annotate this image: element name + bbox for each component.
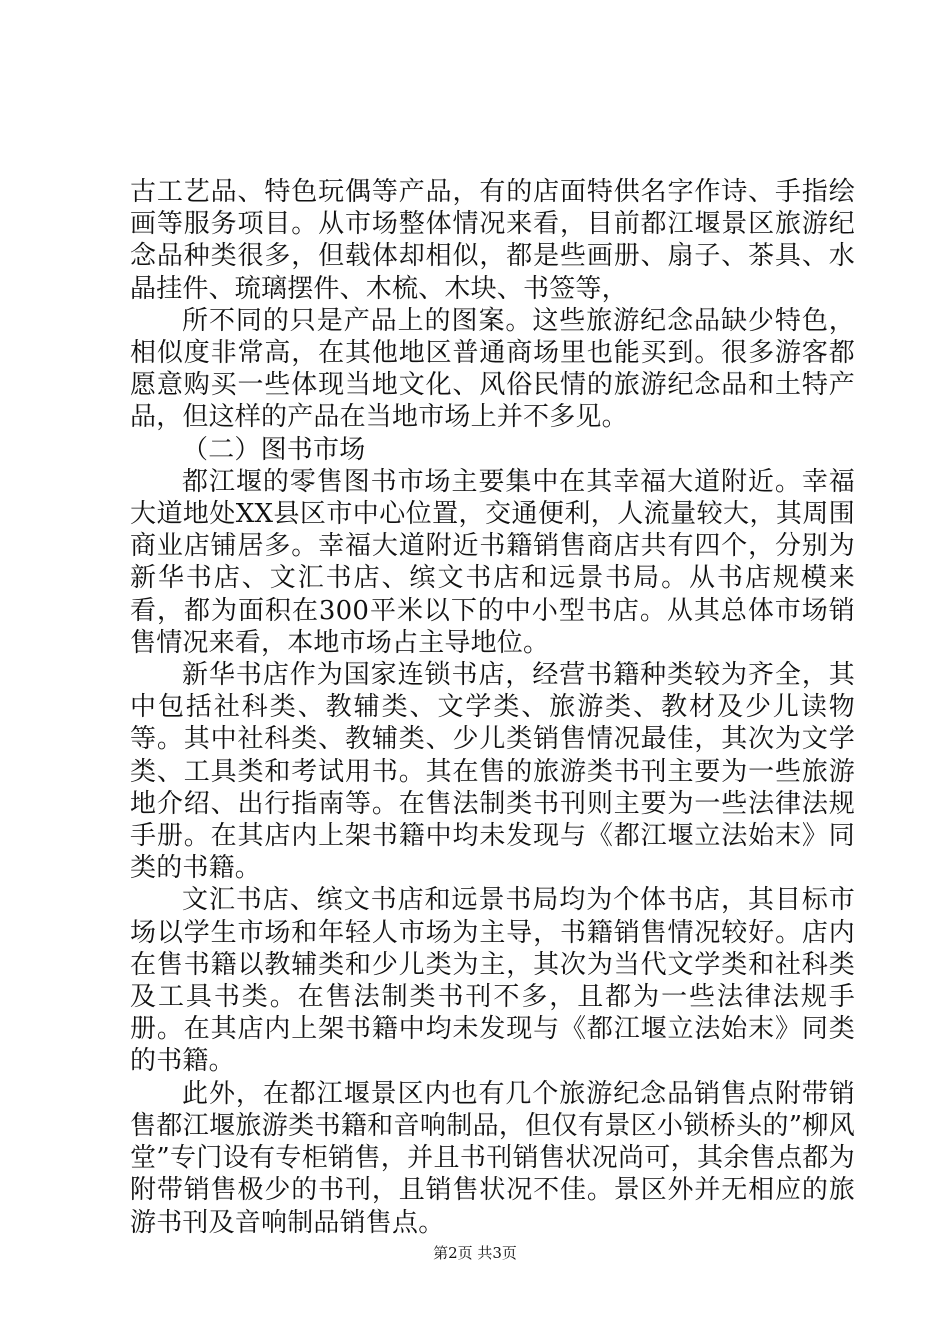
paragraph-continuation: 古工艺品、特色玩偶等产品，有的店面特供名字作诗、手指绘画等服务项目。从市场整体情况来看，目前都江堰景区旅游纪念品种类很多，但载体却相似，都是些画册、扇子、茶具、水晶挂件、琉璃摆件、木梳、木块、书签等， (130, 177, 855, 304)
paragraph: 所不同的只是产品上的图案。这些旅游纪念品缺少特色，相似度非常高，在其他地区普通商场里也能买到。很多游客都愿意购买一些体现当地文化、风俗民情的旅游纪念品和土特产品，但这样的产品在当地市场上并不多见。 (130, 305, 855, 433)
paragraph: 都江堰的零售图书市场主要集中在其幸福大道附近。幸福大道地处XX县区市中心位置，交通便利，人流量较大，其周围商业店铺居多。幸福大道附近书籍销售商店共有四个，分别为新华书店、文汇书店、缤文书店和远景书局。从书店规模来看，都为面积在300平米以下的中小型书店。从其总体市场销售情况来看，本地市场占主导地位。 (130, 466, 855, 658)
document-body (130, 176, 855, 1239)
paragraph: 此外，在都江堰景区内也有几个旅游纪念品销售点附带销售都江堰旅游类书籍和音响制品，但仅有景区小锁桥头的”柳风堂”专门设有专柜销售，并且书刊销售状况尚可，其余售点都为附带销售极少的书刊，且销售状况不佳。景区外并无相应的旅游书刊及音响制品销售点。 (130, 1078, 855, 1238)
section-heading: （二）图书市场 (182, 434, 366, 465)
paragraph: 新华书店作为国家连锁书店，经营书籍种类较为齐全，其中包括社科类、教辅类、文学类、旅游类、教材及少儿读物等。其中社科类、教辅类、少儿类销售情况最佳，其次为文学类、工具类和考试用书。其在售的旅游类书刊主要为一些旅游地介绍、出行指南等。在售法制类书刊则主要为一些法律法规手册。在其店内上架书籍中均未发现与《都江堰立法始末》同类的书籍。 (130, 660, 855, 884)
paragraph: 文汇书店、缤文书店和远景书局均为个体书店，其目标市场以学生市场和年轻人市场为主导，书籍销售情况较好。店内在售书籍以教辅类和少儿类为主，其次为当代文学类和社科类及工具书类。在售法制类书刊不多，且都为一些法律法规手册。在其店内上架书籍中均未发现与《都江堰立法始末》同类的书籍。 (130, 885, 855, 1077)
page-number-footer: 第2页 共3页 (433, 1244, 517, 1262)
